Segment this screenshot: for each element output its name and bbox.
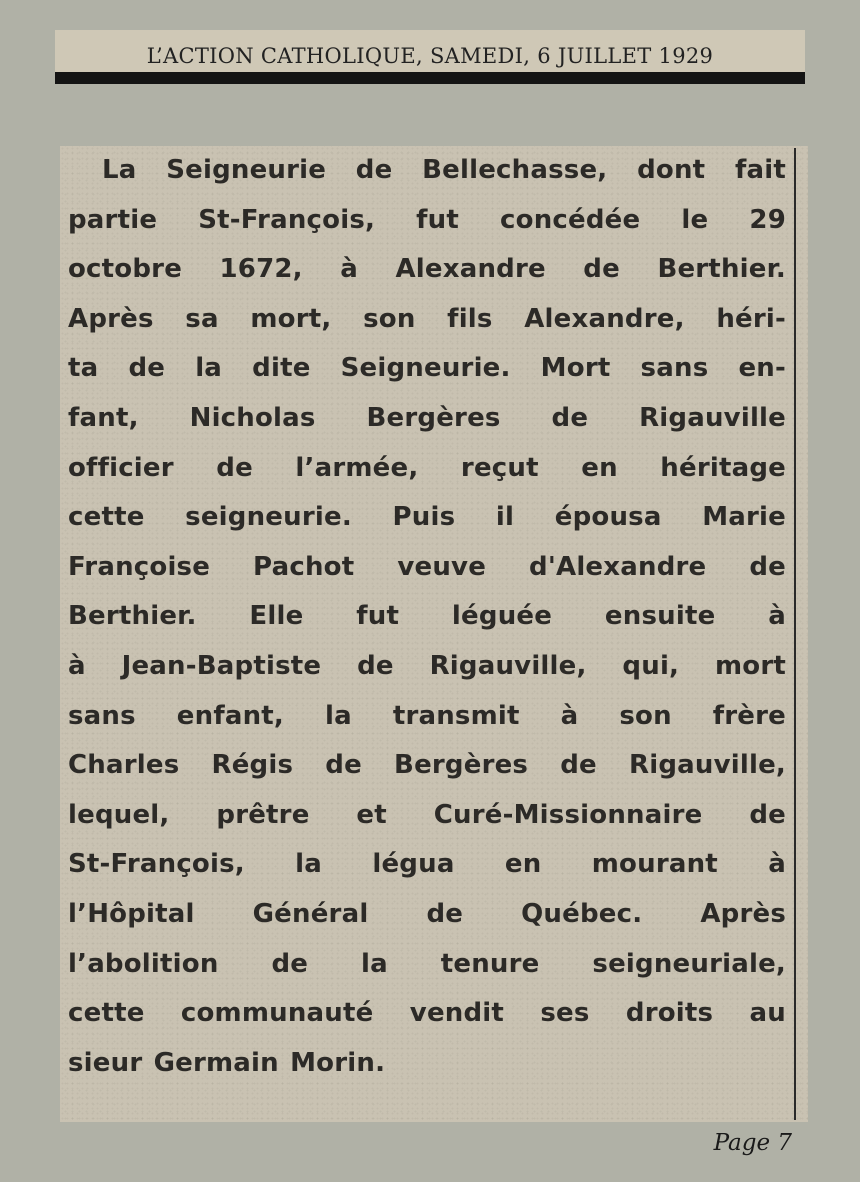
article-line: Charles Régis de Bergères de Rigauville, — [68, 750, 786, 781]
masthead-title: L’ACTION CATHOLIQUE, SAMEDI, 6 JUILLET 1929 — [146, 44, 714, 68]
article-body — [68, 146, 786, 1088]
article-line: La Seigneurie de Bellechasse, dont fait — [102, 155, 786, 185]
article-line: à Jean-Baptiste de Rigauville, qui, mort — [68, 650, 786, 681]
article-line: lequel, prêtre et Curé-Missionnaire de — [68, 799, 786, 830]
article-line: octobre 1672, à Alexandre de Berthier. — [68, 254, 786, 285]
article-line: cette seigneurie. Puis il épousa Marie — [68, 502, 786, 533]
article-line: ta de la dite Seigneurie. Mort sans en- — [68, 353, 786, 384]
article-line: Berthier. Elle fut léguée ensuite à — [68, 601, 786, 632]
article-line: sieur Germain Morin. — [68, 1047, 386, 1078]
article-line: l’Hôpital Général de Québec. Après — [68, 898, 786, 929]
article-line: officier de l’armée, reçut en héritage — [68, 452, 786, 483]
article-line: Après sa mort, son fils Alexandre, héri- — [68, 303, 786, 334]
column-rule — [794, 148, 796, 1120]
page-number: Page 7 — [713, 1130, 792, 1156]
newspaper-masthead — [55, 30, 805, 84]
article-line: Françoise Pachot veuve d'Alexandre de — [68, 551, 786, 582]
article-line: St-François, la légua en mourant à — [68, 849, 786, 880]
article-line: cette communauté vendit ses droits au — [68, 998, 786, 1029]
article-line: partie St-François, fut concédée le 29 — [68, 204, 786, 235]
article-line: l’abolition de la tenure seigneuriale, — [68, 948, 786, 979]
article-line: fant, Nicholas Bergères de Rigauville — [68, 402, 786, 433]
article-line: sans enfant, la transmit à son frère — [68, 700, 786, 731]
